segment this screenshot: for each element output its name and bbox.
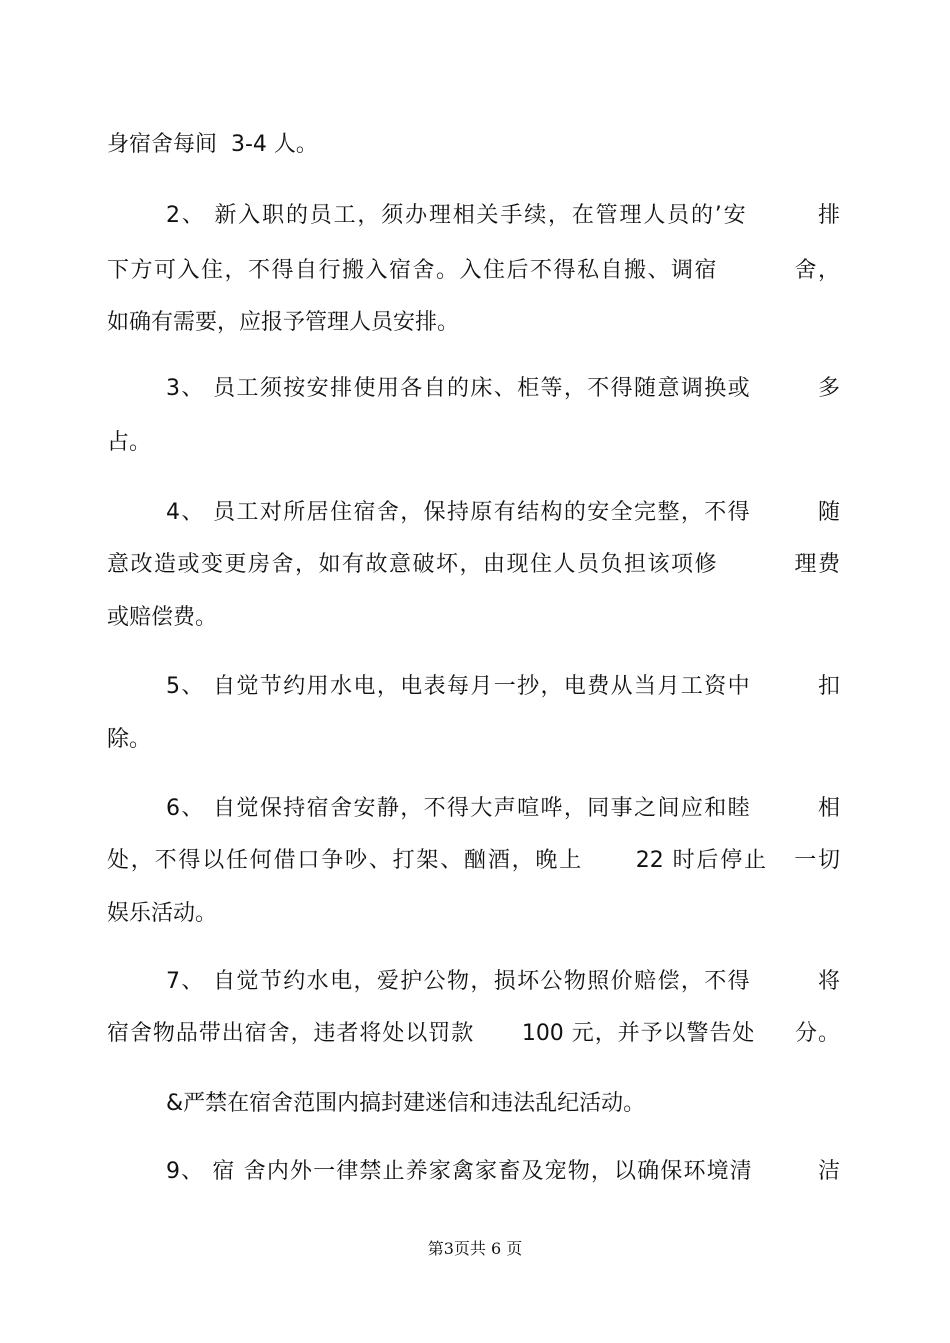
text-line: 意改造或变更房舍，如有故意破坏，由现住人员负担该项修 理费 xyxy=(107,552,840,577)
text-line: 占。 xyxy=(107,430,152,455)
text-line: &严禁在宿舍范围内搞封建迷信和违法乱纪活动。 xyxy=(166,1091,646,1116)
text-line: 处，不得以任何借口争吵、打架、酗酒，晚上 22 时后停止 一切 xyxy=(107,848,840,873)
text-line: 6、 自觉保持宿舍安静，不得大声喧哗，同事之间应和睦 相 xyxy=(166,796,840,821)
text-line: 7、 自觉节约水电，爱护公物，损坏公物照价赔偿，不得 将 xyxy=(166,969,840,994)
text-line: 如确有需要，应报予管理人员安排。 xyxy=(107,310,460,335)
text-line: 或赔偿费。 xyxy=(107,605,218,630)
text-line: 下方可入住，不得自行搬入宿舍。入住后不得私自搬、调宿 舍， xyxy=(107,258,840,283)
text-line: 5、 自觉节约用水电，电表每月一抄，电费从当月工资中 扣 xyxy=(166,674,840,699)
text-line: 身宿舍每间 3-4 人。 xyxy=(107,132,318,157)
text-line: 3、 员工须按安排使用各自的床、柜等，不得随意调换或 多 xyxy=(166,376,840,401)
page-footer: 第3页共 6 页 xyxy=(427,1239,523,1258)
text-line: 2、 新入职的员工，须办理相关手续，在管理人员的’安 排 xyxy=(166,203,840,228)
text-line: 9、 宿 舍内外一律禁止养家禽家畜及宠物，以确保环境清 洁 xyxy=(166,1159,840,1184)
text-line: 除。 xyxy=(107,727,152,752)
text-line: 宿舍物品带出宿舍，违者将处以罚款 100 元，并予以警告处 分。 xyxy=(107,1021,840,1046)
text-line: 4、 员工对所居住宿舍，保持原有结构的安全完整，不得 随 xyxy=(166,500,840,525)
text-line: 娱乐活动。 xyxy=(107,901,218,926)
